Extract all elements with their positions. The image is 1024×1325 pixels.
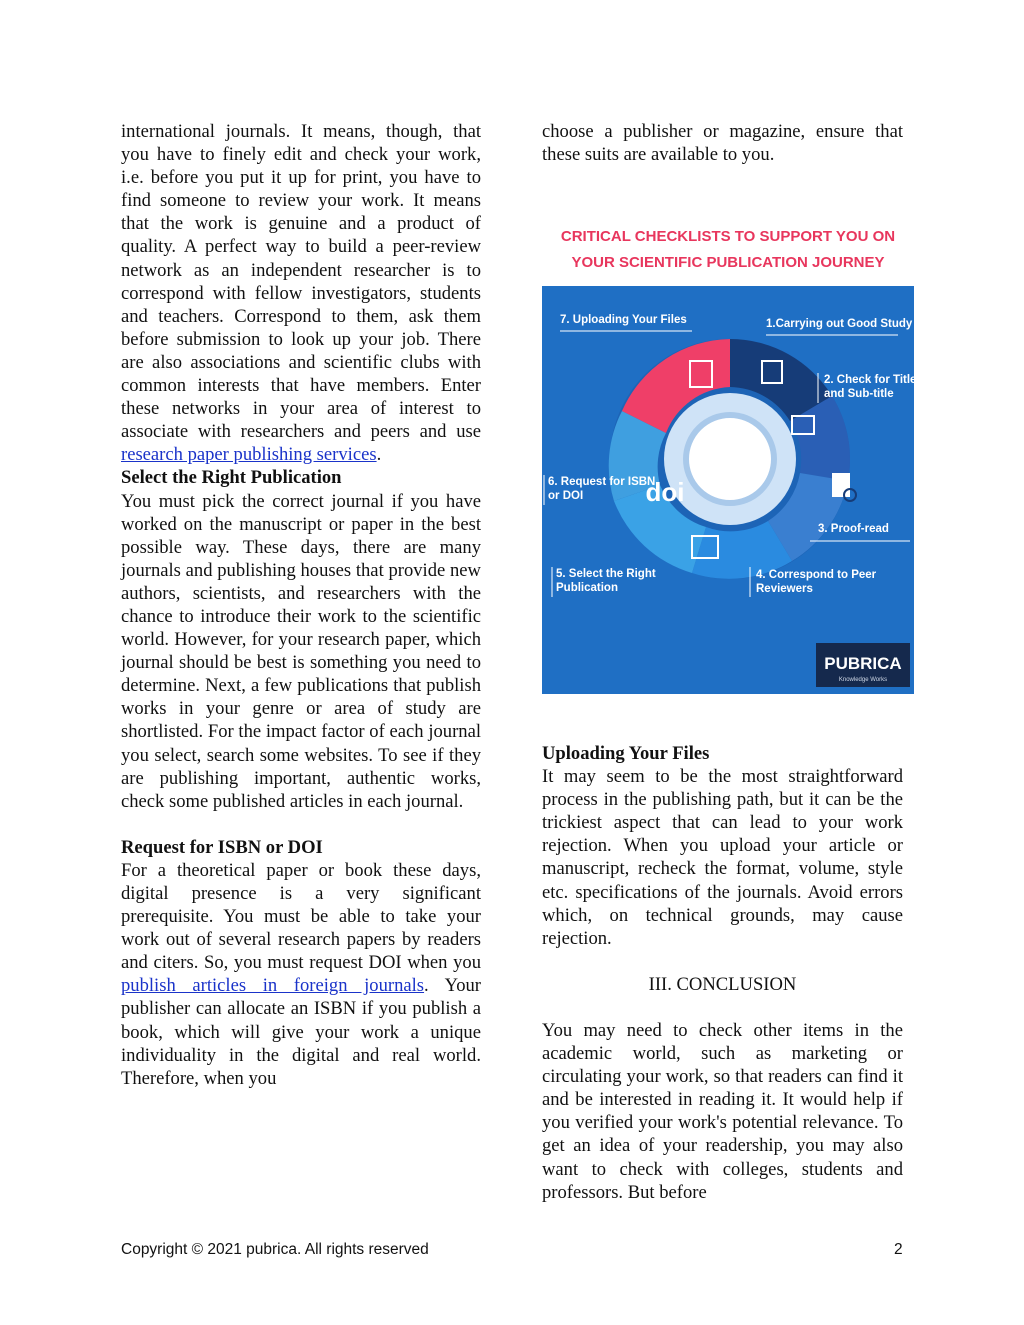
paragraph-text: international journals. It means, though, that you have to finely edit and check your work, i.e. before you put it up for print, you have to find someone to review your work. It means that the work is genuine and a product of quality. A perfect way to build a peer-review network as an independent researcher is to correspond with fellow investigators, students and teachers. Correspond to them, ask them before submission to look up your job. There are also associations and scientific clubs with common interests that have members. Enter these networks in your area of interest to associate with researchers and peers and use [121,121,481,443]
step7-label: 7. Uploading Your Files [560,314,687,326]
infographic-title-line2: YOUR SCIENTIFIC PUBLICATION JOURNEY [571,254,885,271]
title-band [542,211,914,286]
doi-label: doi [645,477,685,507]
paragraph-text: . [376,444,382,466]
research-paper-publishing-services-link[interactable]: research paper publishing services [121,444,377,466]
conclusion-title: III. CONCLUSION [648,973,797,995]
step1-label: 1.Carrying out Good Study [766,318,913,330]
body-paragraph: You must pick the correct journal if you have worked on the manuscript or paper in the best possible way. These days, there are many journals and publishing houses that provide new authors, scientists, and researchers with the chance to introduce their work to the scientific world. However, for your research paper, which journal should be best is something you need to determine. Next, a few publications that publish works in your genre or area of study are shortlisted. For the impact factor of each journal you select, search some websites. To see if they are publishing important, authentic works, check some published articles in each journal. [121,490,481,812]
footer-copyright: Copyright © 2021 pubrica. All rights reserved [121,1241,429,1258]
body-paragraph [121,859,481,1090]
body-paragraph: It may seem to be the most straightforward process in the publishing path, but it can be the trickiest aspect that can lead to your work rejection. When you upload your article or manuscript, recheck the format, volume, style etc. specifications of the journals. Avoid errors which, on technical grounds, may cause rejection. [542,766,903,949]
step6-label-line1: 6. Request for ISBN [548,476,656,488]
publish-articles-link[interactable]: publish articles in foreign journals [121,975,425,997]
step4-label-line1: 4. Correspond to Peer [756,569,877,581]
step6-label-line2: or DOI [548,490,584,502]
step2-label-line1: 2. Check for Title [824,374,914,386]
body-paragraph: You may need to check other items in the academic world, such as marketing or circulating your work, so that readers can find it and be interested in reading it. It would help if you verified your work's potential relevance. To get an idea of your readership, you may also want to check with colleges, students and professors. But before [542,1019,903,1203]
ring-diagram [609,339,850,579]
step4-label-line2: Reviewers [756,583,813,595]
checklist-infographic [542,211,914,694]
brand-name: PUBRICA [824,654,902,673]
step2-label-line2: and Sub-title [824,388,894,400]
left-column [121,120,481,1090]
section-heading: Uploading Your Files [542,743,710,764]
page-number: 2 [894,1241,903,1258]
pubrica-logo [816,643,910,687]
paragraph-text: For a theoretical paper or book these days, digital presence is a very significant prerequisite. You must be able to take your work out of several research papers by readers and citers. So, you must request DOI when you [121,859,481,974]
step3-label: 3. Proof-read [818,523,889,535]
brand-tagline: Knowledge Works [838,677,888,683]
infographic-svg [542,211,914,694]
body-paragraph [121,120,481,466]
section-heading: Select the Right Publication [121,467,342,489]
step5-label-line1: 5. Select the Right [556,568,656,580]
right-column-bottom [542,742,903,1204]
right-column-top [542,120,903,166]
body-paragraph: choose a publisher or magazine, ensure that these suits are available to you. [542,121,903,166]
paragraph-text: . Your publisher can allocate an ISBN if you publish a book, which will give your work a unique individuality in the digital and real world. Therefore, when you [121,975,481,1089]
step5-label-line2: Publication [556,582,618,594]
ring-center [686,415,774,503]
infographic-title-line1: CRITICAL CHECKLISTS TO SUPPORT YOU ON [560,228,896,245]
section-heading: Request for ISBN or DOI [121,836,323,858]
